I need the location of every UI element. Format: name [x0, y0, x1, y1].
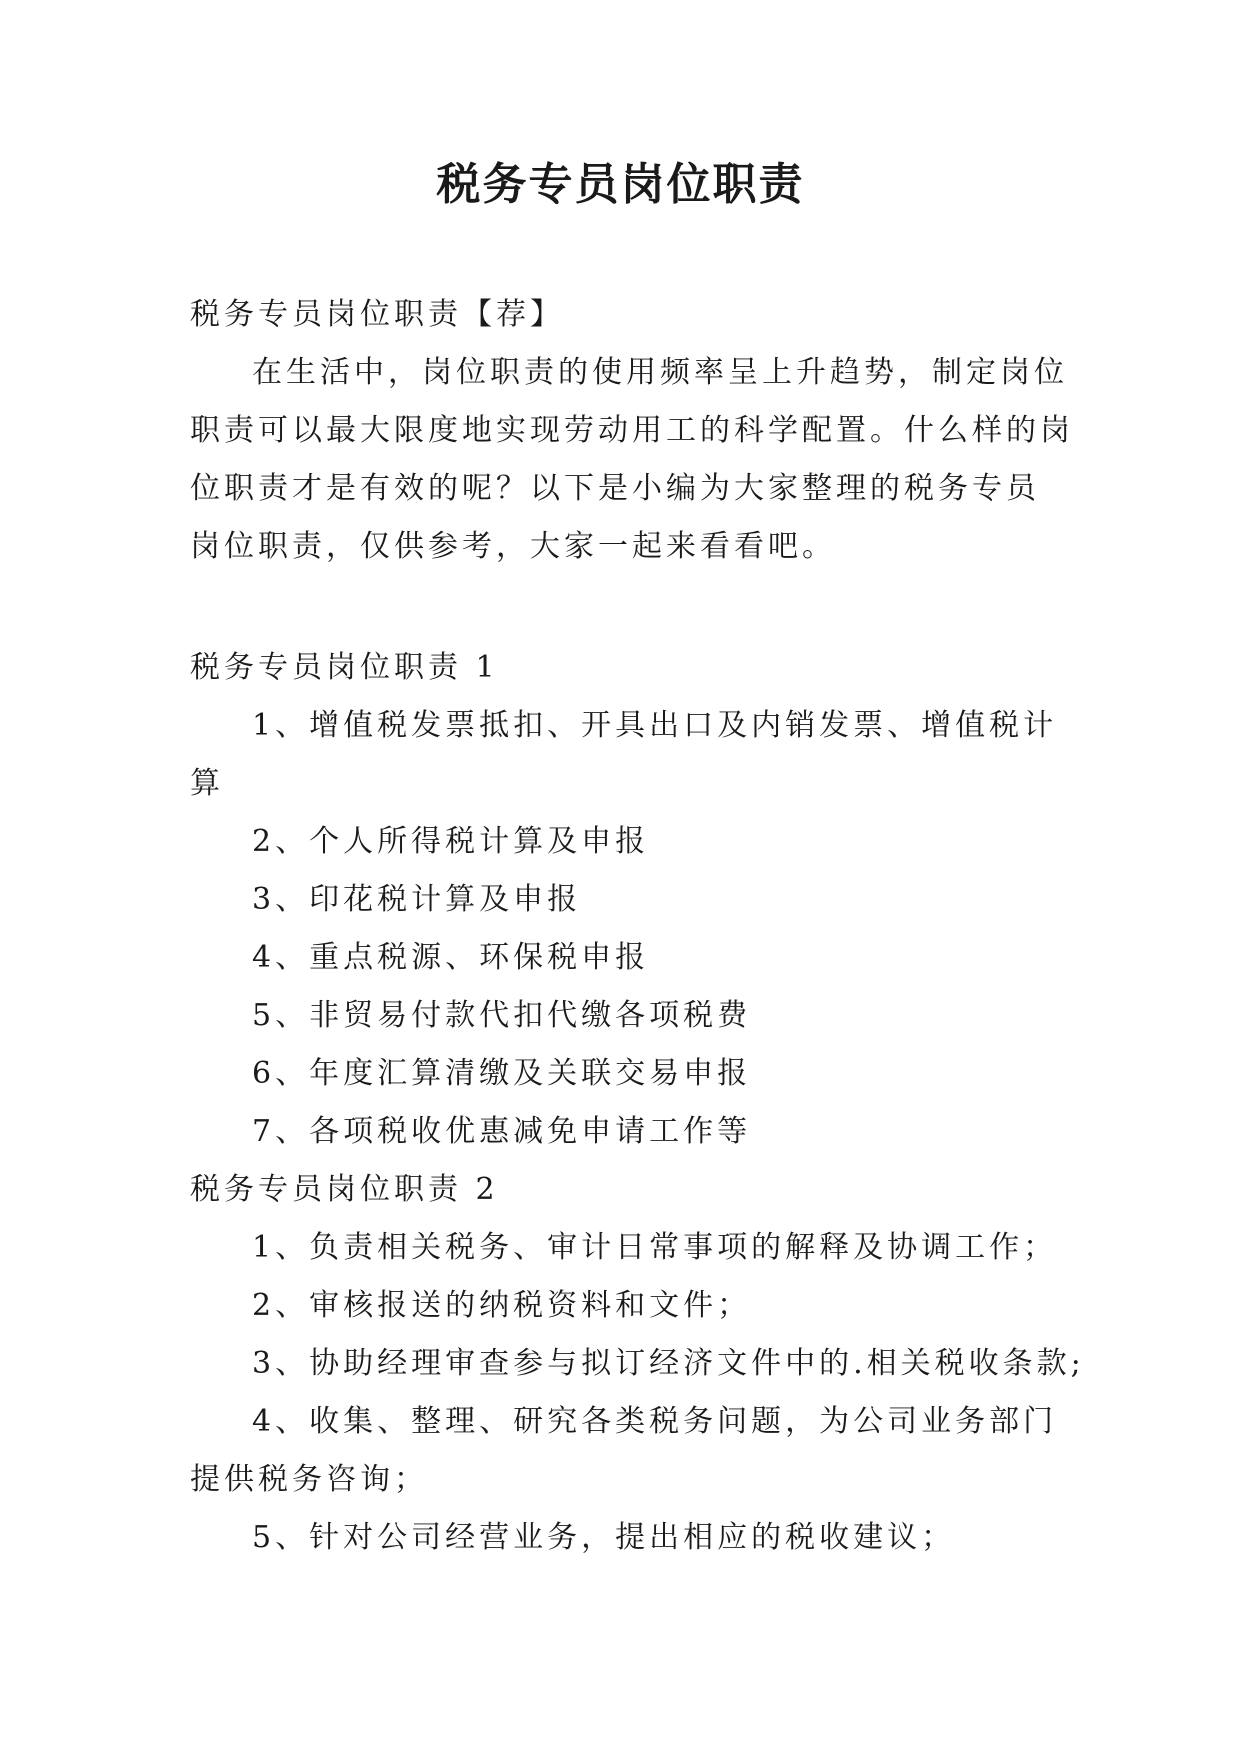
- section-1-item-1: 1、增值税发票抵扣、开具出口及内销发票、增值税计: [252, 708, 1058, 743]
- document-title: 税务专员岗位职责: [436, 159, 805, 210]
- section-1-item-1-cont: 算: [190, 766, 224, 801]
- section-1-item-2: 2、个人所得税计算及申报: [252, 824, 650, 859]
- intro-line-3: 位职责才是有效的呢？以下是小编为大家整理的税务专员: [190, 471, 1040, 506]
- section-2-item-4-cont: 提供税务咨询；: [190, 1462, 428, 1497]
- section-2-item-3: 3、协助经理审查参与拟订经济文件中的.相关税收条款;: [252, 1346, 1085, 1381]
- section-1-item-7: 7、各项税收优惠减免申请工作等: [252, 1114, 752, 1149]
- section-2-item-1: 1、负责相关税务、审计日常事项的解释及协调工作；: [252, 1230, 1058, 1265]
- section-2-item-2: 2、审核报送的纳税资料和文件；: [252, 1288, 752, 1323]
- section-2-item-4: 4、收集、整理、研究各类税务问题，为公司业务部门: [252, 1404, 1058, 1439]
- intro-line-1: 在生活中，岗位职责的使用频率呈上升趋势，制定岗位: [252, 355, 1068, 390]
- section-1-item-4: 4、重点税源、环保税申报: [252, 940, 650, 975]
- section-1-item-6: 6、年度汇算清缴及关联交易申报: [252, 1056, 752, 1091]
- intro-line-4: 岗位职责，仅供参考，大家一起来看看吧。: [190, 529, 836, 564]
- section-1-heading: 税务专员岗位职责 1: [190, 650, 499, 685]
- section-1-item-3: 3、印花税计算及申报: [252, 882, 582, 917]
- intro-line-2: 职责可以最大限度地实现劳动用工的科学配置。什么样的岗: [190, 413, 1074, 448]
- section-2-heading: 税务专员岗位职责 2: [190, 1172, 499, 1207]
- section-1-item-5: 5、非贸易付款代扣代缴各项税费: [252, 998, 752, 1033]
- section-2-item-5: 5、针对公司经营业务，提出相应的税收建议；: [252, 1520, 956, 1555]
- document-subtitle: 税务专员岗位职责【荐】: [190, 297, 564, 332]
